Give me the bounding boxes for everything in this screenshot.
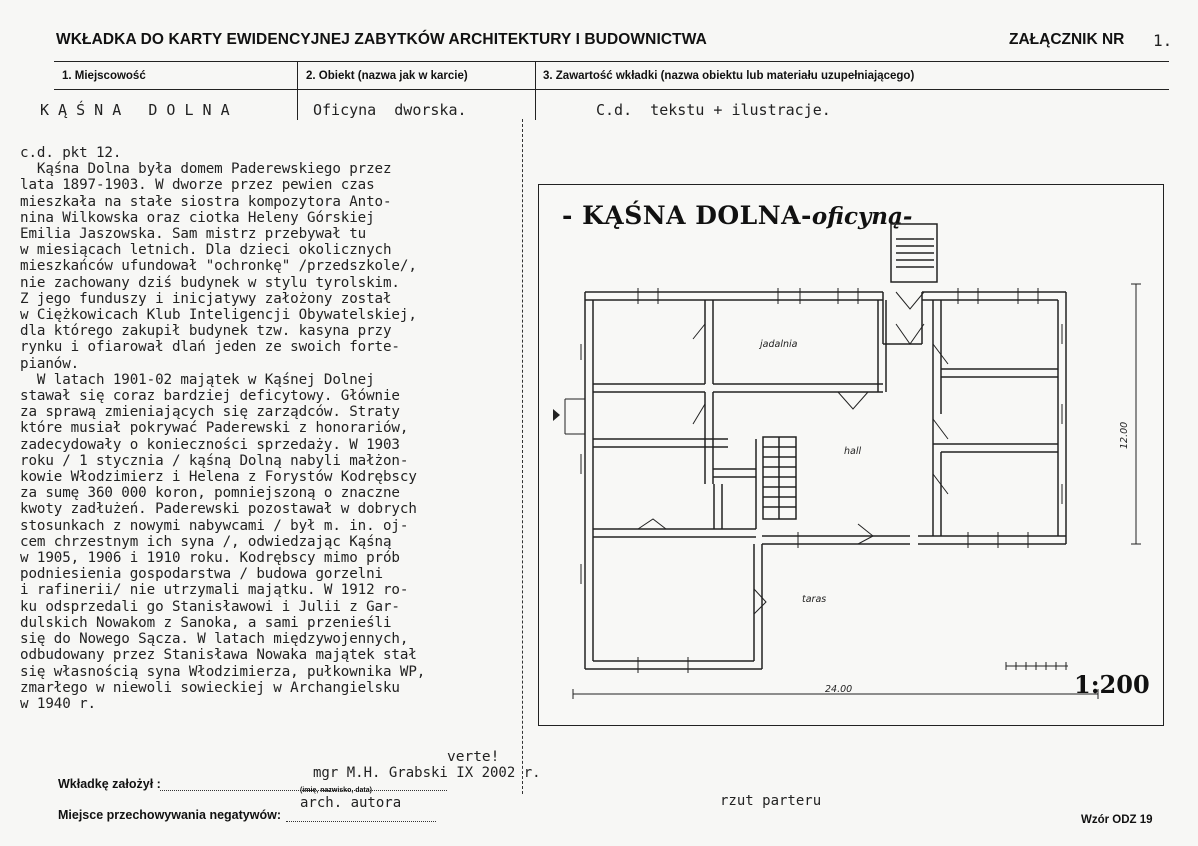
body-line: w Ciężkowicach Klub Inteligencji Obywatelskiej, xyxy=(20,307,417,324)
field-label-rule xyxy=(54,89,1169,90)
body-line: ku odsprzedali go Stanisławowi i Julii z Gar- xyxy=(20,598,400,615)
body-line: odbudowany przez Stanisława Nowaka majątek stał xyxy=(20,647,417,664)
body-line: cem chrzestnym ich syna /, odwiedzając Kąśną xyxy=(20,533,392,550)
room-label-dining: jadalnia xyxy=(760,339,798,350)
body-line: zadecydowały o konieczności sprzedaży. W 1903 xyxy=(20,436,400,453)
body-line: pianów. xyxy=(20,355,80,372)
dimension-line xyxy=(1131,284,1141,544)
outer-wall xyxy=(585,292,1066,300)
body-line: Z jego funduszy i inicjatywy założony został xyxy=(20,290,392,307)
body-line: w 1905, 1906 i 1910 roku. Kodrębscy mimo prób xyxy=(20,550,400,567)
dimension-width: 24.00 xyxy=(825,684,853,695)
body-line: się do Nowego Sącza. W latach międzywojennych, xyxy=(20,631,409,648)
attachment-number: 1. xyxy=(1153,31,1173,50)
interior-wall xyxy=(941,369,1058,377)
body-line: dulskich Nowakom z Sanoka, a sami przenieśli xyxy=(20,614,392,631)
form-title: WKŁADKA DO KARTY EWIDENCYJNEJ ZABYTKÓW ARCHITEKTURY I BUDOWNICTWA xyxy=(56,31,707,48)
body-line: stosunkach z nowymi nabywcami / był m. in. oj- xyxy=(20,517,409,534)
interior-wall xyxy=(705,392,756,484)
contents-value: C.d. tekstu + ilustracje. xyxy=(596,101,831,119)
body-line: Kąśna Dolna była domem Paderewskiego przez xyxy=(20,161,392,178)
stairs xyxy=(763,437,796,519)
body-line: za sprawą zmieniających się zarządców. Straty xyxy=(20,404,400,421)
room-label-terrace: taras xyxy=(802,594,827,605)
negatives-value: arch. autora xyxy=(300,795,402,811)
verte-note: verte! xyxy=(447,749,500,765)
body-line: które musiał pokrywać Paderewski z honorariów, xyxy=(20,420,409,437)
body-line: dla którego zakupił budynek tzw. kasyna przy xyxy=(20,323,392,340)
author-hint: (imię, nazwisko, data) xyxy=(300,787,372,794)
plan-title-sub: oficyną- xyxy=(811,203,913,230)
porch xyxy=(883,224,937,344)
interior-wall xyxy=(593,484,756,537)
side-entrance xyxy=(565,399,585,434)
body-text xyxy=(20,145,520,712)
floor-plan-drawing xyxy=(538,184,1162,724)
form-code: Wzór ODZ 19 xyxy=(1081,814,1153,826)
door xyxy=(638,519,666,529)
door xyxy=(838,392,868,409)
negatives-label: Miejsce przechowywania negatywów: xyxy=(58,808,281,822)
interior-wall xyxy=(878,300,886,392)
body-line: kwoty zadłużeń. Paderewski pozostawał w dobrych xyxy=(20,501,417,518)
body-line: nina Wilkowska oraz ciotka Heleny Górskiej xyxy=(20,209,375,226)
door xyxy=(754,589,766,614)
place-label: 1. Miejscowość xyxy=(62,70,146,82)
negatives-dotted-line xyxy=(286,820,436,822)
scale-bar xyxy=(1006,662,1068,670)
object-label: 2. Obiekt (nazwa jak w karcie) xyxy=(306,70,468,82)
body-line: mieszkała na stałe siostra kompozytora Anto- xyxy=(20,193,392,210)
body-line: mieszkańców ufundował "ochronkę" /przedszkole/, xyxy=(20,258,417,275)
outer-wall xyxy=(762,536,1066,544)
interior-wall xyxy=(593,439,728,447)
body-line: się własnością syna Włodzimierza, pułkownika WP, xyxy=(20,663,426,680)
column-divider xyxy=(522,119,523,794)
body-line: lata 1897-1903. W dworze przez pewien czas xyxy=(20,177,375,194)
outer-wall xyxy=(585,292,593,669)
plan-title-main: - KĄŚNA DOLNA- xyxy=(562,201,812,230)
body-line: kowie Włodzimierz i Helena z Forystów Kodrębscy xyxy=(20,469,417,486)
interior-wall xyxy=(593,384,705,392)
place-value: K Ą Ś N A D O L N A xyxy=(40,101,230,119)
author-value: mgr M.H. Grabski IX 2002 r. xyxy=(313,765,541,781)
room-label-hall: hall xyxy=(844,446,862,457)
body-line: W latach 1901-02 majątek w Kąśnej Dolnej xyxy=(20,371,375,388)
author-label: Wkładkę założył : xyxy=(58,777,161,791)
contents-label: 3. Zawartość wkładki (nazwa obiektu lub materiału uzupełniającego) xyxy=(543,70,915,82)
body-line: w miesiącach letnich. Dla dzieci okolicznych xyxy=(20,242,392,259)
field-divider-2 xyxy=(535,62,536,120)
body-line: i rafinerii/ nie utrzymali majątku. W 1912 ro- xyxy=(20,582,409,599)
dimension-height: 12.00 xyxy=(1119,421,1130,449)
field-divider-1 xyxy=(297,62,298,120)
door xyxy=(693,324,705,424)
windows xyxy=(581,288,1062,673)
outer-wall xyxy=(585,661,762,669)
body-line: stawał się coraz bardziej deficytowy. Głównie xyxy=(20,388,400,405)
body-line: podniesienia gospodarstwa / budowa gorzelni xyxy=(20,566,383,583)
body-line: nie zachowany dziś budynek w stylu tyrolskim. xyxy=(20,274,400,291)
door xyxy=(896,292,924,344)
body-line: Emilia Jaszowska. Sam mistrz przebywał tu xyxy=(20,226,367,243)
porch-stairs xyxy=(896,239,934,267)
body-line: zmarłego w niewoli sowieckiej w Archangielsku xyxy=(20,679,400,696)
door xyxy=(858,524,873,544)
attachment-label: ZAŁĄCZNIK NR xyxy=(1009,31,1125,48)
object-value: Oficyna dworska. xyxy=(313,101,467,119)
header-rule xyxy=(54,61,1169,62)
plan-scale: 1:200 xyxy=(1074,670,1150,699)
entrance-arrow xyxy=(553,409,560,421)
body-line: rynku i ofiarował dlań jeden ze swoich forte- xyxy=(20,339,400,356)
body-line: roku / 1 stycznia / kąśną Dolną nabyli małżon- xyxy=(20,452,409,469)
interior-wall xyxy=(933,414,1058,536)
body-line: w 1940 r. xyxy=(20,695,96,712)
body-line: c.d. pkt 12. xyxy=(20,145,122,161)
interior-wall xyxy=(933,300,941,414)
plan-caption: rzut parteru xyxy=(720,793,822,809)
body-line: za sumę 360 000 koron, pomniejszoną o znaczne xyxy=(20,485,400,502)
